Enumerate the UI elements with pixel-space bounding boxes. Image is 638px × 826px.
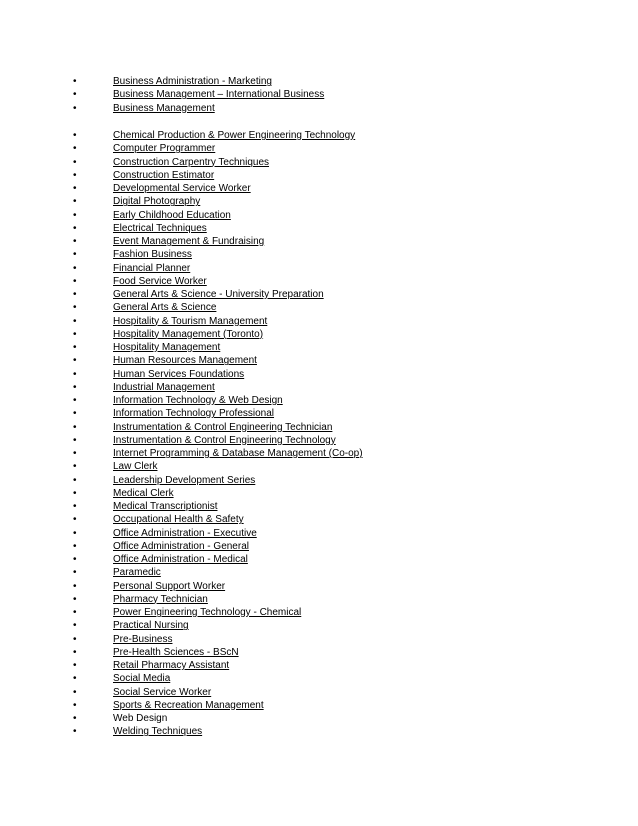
- program-link-retail-pharmacy-assistant[interactable]: Retail Pharmacy Assistant: [113, 660, 230, 671]
- list-item: [0, 209, 638, 222]
- bullet-icon: •: [73, 289, 77, 300]
- bullet-icon: •: [73, 156, 77, 168]
- bullet-icon: •: [73, 249, 77, 261]
- program-link-chemical-production-and-power-engineering-technology[interactable]: Chemical Production & Power Engineering Technology: [113, 130, 356, 141]
- program-link-human-services-foundations[interactable]: Human Services Foundations: [113, 368, 245, 380]
- bullet-icon: •: [73, 580, 77, 592]
- bullet-icon: •: [73, 262, 77, 274]
- program-link-social-service-worker[interactable]: Social Service Worker: [113, 686, 212, 698]
- bullet-icon: •: [73, 726, 77, 738]
- program-link-general-arts-and-science-university-preparation[interactable]: General Arts & Science - University Preparation: [113, 289, 324, 300]
- bullet-icon: •: [73, 434, 77, 446]
- list-item: [0, 381, 638, 394]
- list-item: [0, 513, 638, 526]
- list-item: [0, 434, 638, 447]
- bullet-icon: •: [73, 408, 77, 420]
- list-item: [0, 301, 638, 314]
- list-item: [0, 368, 638, 381]
- list-item: [0, 460, 638, 473]
- list-item: [0, 88, 638, 101]
- program-link-electrical-techniques[interactable]: Electrical Techniques: [113, 222, 207, 234]
- bullet-icon: •: [73, 169, 77, 181]
- bullet-icon: •: [73, 143, 77, 155]
- program-link-personal-support-worker[interactable]: Personal Support Worker: [113, 580, 226, 592]
- bullet-icon: •: [73, 395, 77, 406]
- list-item: [0, 580, 638, 593]
- program-link-business-management-international-business[interactable]: Business Management – International Business: [113, 89, 325, 101]
- list-item: [0, 354, 638, 367]
- program-link-leadership-development-series[interactable]: Leadership Development Series: [113, 474, 256, 486]
- list-item: [0, 288, 638, 301]
- bullet-icon: •: [73, 461, 77, 473]
- list-item: [0, 182, 638, 195]
- bullet-icon: •: [73, 183, 77, 194]
- program-link-welding-techniques[interactable]: Welding Techniques: [113, 726, 203, 738]
- list-item: [0, 553, 638, 566]
- program-link-paramedic[interactable]: Paramedic: [113, 567, 161, 579]
- list-item: [0, 341, 638, 354]
- bullet-icon: •: [73, 593, 77, 605]
- list-item: [0, 646, 638, 659]
- program-link-power-engineering-technology-chemical[interactable]: Power Engineering Technology - Chemical: [113, 607, 302, 618]
- program-link-instrumentation-and-control-engineering-technician[interactable]: Instrumentation & Control Engineering Technician: [113, 421, 333, 433]
- program-link-developmental-service-worker[interactable]: Developmental Service Worker: [113, 183, 251, 194]
- program-link-hospitality-management[interactable]: Hospitality Management: [113, 342, 221, 353]
- program-link-construction-carpentry-techniques[interactable]: Construction Carpentry Techniques: [113, 156, 270, 168]
- list-item: [0, 75, 638, 88]
- list-item: [0, 421, 638, 434]
- program-link-hospitality-management-toronto[interactable]: Hospitality Management (Toronto): [113, 328, 264, 340]
- bullet-icon: •: [73, 686, 77, 698]
- list-item: [0, 540, 638, 553]
- bullet-icon: •: [73, 673, 77, 685]
- bullet-icon: •: [73, 514, 77, 526]
- bullet-icon: •: [73, 130, 77, 141]
- list-item: [0, 487, 638, 500]
- program-link-digital-photography[interactable]: Digital Photography: [113, 196, 201, 208]
- list-item: [0, 328, 638, 341]
- bullet-icon: •: [73, 381, 77, 393]
- program-link-hospitality-and-tourism-management[interactable]: Hospitality & Tourism Management: [113, 315, 268, 327]
- program-link-computer-programmer[interactable]: Computer Programmer: [113, 143, 216, 155]
- bullet-icon: •: [73, 660, 77, 671]
- bullet-icon: •: [73, 302, 77, 314]
- list-item: [0, 407, 638, 420]
- program-list-business: [0, 75, 638, 115]
- list-item: [0, 633, 638, 646]
- program-link-business-administration-marketing[interactable]: Business Administration - Marketing: [113, 76, 272, 87]
- program-link-office-administration-executive[interactable]: Office Administration - Executive: [113, 527, 257, 539]
- bullet-icon: •: [73, 275, 77, 287]
- bullet-icon: •: [73, 328, 77, 340]
- program-label-web-design: Web Design: [113, 713, 168, 724]
- program-link-food-service-worker[interactable]: Food Service Worker: [113, 275, 207, 287]
- list-item: [0, 262, 638, 275]
- list-item: [0, 142, 638, 155]
- list-item: [0, 129, 638, 142]
- list-item: [0, 248, 638, 261]
- program-link-office-administration-general[interactable]: Office Administration - General: [113, 540, 249, 552]
- program-link-early-childhood-education[interactable]: Early Childhood Education: [113, 209, 231, 221]
- bullet-icon: •: [73, 368, 77, 380]
- bullet-icon: •: [73, 222, 77, 234]
- program-link-event-management-and-fundraising[interactable]: Event Management & Fundraising: [113, 236, 265, 247]
- program-link-pre-health-sciences-bscn[interactable]: Pre-Health Sciences - BScN: [113, 646, 239, 658]
- list-item: [0, 222, 638, 235]
- program-link-human-resources-management[interactable]: Human Resources Management: [113, 355, 257, 367]
- program-list-main: [0, 129, 638, 739]
- bullet-icon: •: [73, 527, 77, 539]
- bullet-icon: •: [73, 76, 77, 87]
- program-link-construction-estimator[interactable]: Construction Estimator: [113, 169, 215, 181]
- list-item: [0, 712, 638, 725]
- bullet-icon: •: [73, 236, 77, 247]
- program-link-sports-and-recreation-management[interactable]: Sports & Recreation Management: [113, 699, 264, 711]
- program-link-law-clerk[interactable]: Law Clerk: [113, 461, 158, 473]
- list-item: [0, 699, 638, 712]
- program-link-medical-clerk[interactable]: Medical Clerk: [113, 487, 174, 499]
- bullet-icon: •: [73, 209, 77, 221]
- bullet-icon: •: [73, 421, 77, 433]
- bullet-icon: •: [73, 620, 77, 632]
- bullet-icon: •: [73, 713, 77, 724]
- program-link-practical-nursing[interactable]: Practical Nursing: [113, 620, 189, 632]
- list-item: [0, 275, 638, 288]
- list-item: [0, 725, 638, 738]
- list-item: [0, 659, 638, 672]
- program-link-occupational-health-and-safety[interactable]: Occupational Health & Safety: [113, 514, 244, 526]
- bullet-icon: •: [73, 448, 77, 459]
- bullet-icon: •: [73, 633, 77, 645]
- bullet-icon: •: [73, 355, 77, 367]
- list-item: [0, 500, 638, 513]
- list-item: [0, 566, 638, 579]
- bullet-icon: •: [73, 474, 77, 486]
- program-link-general-arts-and-science[interactable]: General Arts & Science: [113, 302, 217, 314]
- bullet-icon: •: [73, 89, 77, 101]
- list-item: [0, 672, 638, 685]
- program-link-pharmacy-technician[interactable]: Pharmacy Technician: [113, 593, 208, 605]
- program-link-information-technology-and-web-design[interactable]: Information Technology & Web Design: [113, 395, 283, 406]
- bullet-icon: •: [73, 501, 77, 512]
- list-item: [0, 235, 638, 248]
- bullet-icon: •: [73, 487, 77, 499]
- list-item: [0, 527, 638, 540]
- list-item: [0, 474, 638, 487]
- bullet-icon: •: [73, 315, 77, 327]
- bullet-icon: •: [73, 342, 77, 353]
- bullet-icon: •: [73, 699, 77, 711]
- list-item: [0, 169, 638, 182]
- bullet-icon: •: [73, 196, 77, 208]
- program-link-industrial-management[interactable]: Industrial Management: [113, 381, 215, 393]
- bullet-icon: •: [73, 540, 77, 552]
- bullet-icon: •: [73, 646, 77, 658]
- list-item: [0, 394, 638, 407]
- program-link-internet-programming-and-database-management-co-op[interactable]: Internet Programming & Database Management (Co-op): [113, 448, 363, 459]
- list-item: [0, 102, 638, 115]
- list-item: [0, 593, 638, 606]
- program-link-fashion-business[interactable]: Fashion Business: [113, 249, 192, 261]
- program-link-instrumentation-and-control-engineering-technology[interactable]: Instrumentation & Control Engineering Technology: [113, 434, 336, 446]
- bullet-icon: •: [73, 567, 77, 579]
- list-item: [0, 606, 638, 619]
- list-item: [0, 686, 638, 699]
- program-link-information-technology-professional[interactable]: Information Technology Professional: [113, 408, 275, 420]
- list-item: [0, 447, 638, 460]
- program-link-business-management[interactable]: Business Management: [113, 102, 215, 114]
- list-item: [0, 195, 638, 208]
- program-link-medical-transcriptionist[interactable]: Medical Transcriptionist: [113, 501, 218, 512]
- bullet-icon: •: [73, 554, 77, 565]
- bullet-icon: •: [73, 102, 77, 114]
- bullet-icon: •: [73, 607, 77, 618]
- program-link-financial-planner[interactable]: Financial Planner: [113, 262, 191, 274]
- list-item: [0, 315, 638, 328]
- program-link-pre-business[interactable]: Pre-Business: [113, 633, 173, 645]
- list-item: [0, 156, 638, 169]
- list-item: [0, 619, 638, 632]
- program-link-office-administration-medical[interactable]: Office Administration - Medical: [113, 554, 248, 565]
- program-link-social-media[interactable]: Social Media: [113, 673, 171, 685]
